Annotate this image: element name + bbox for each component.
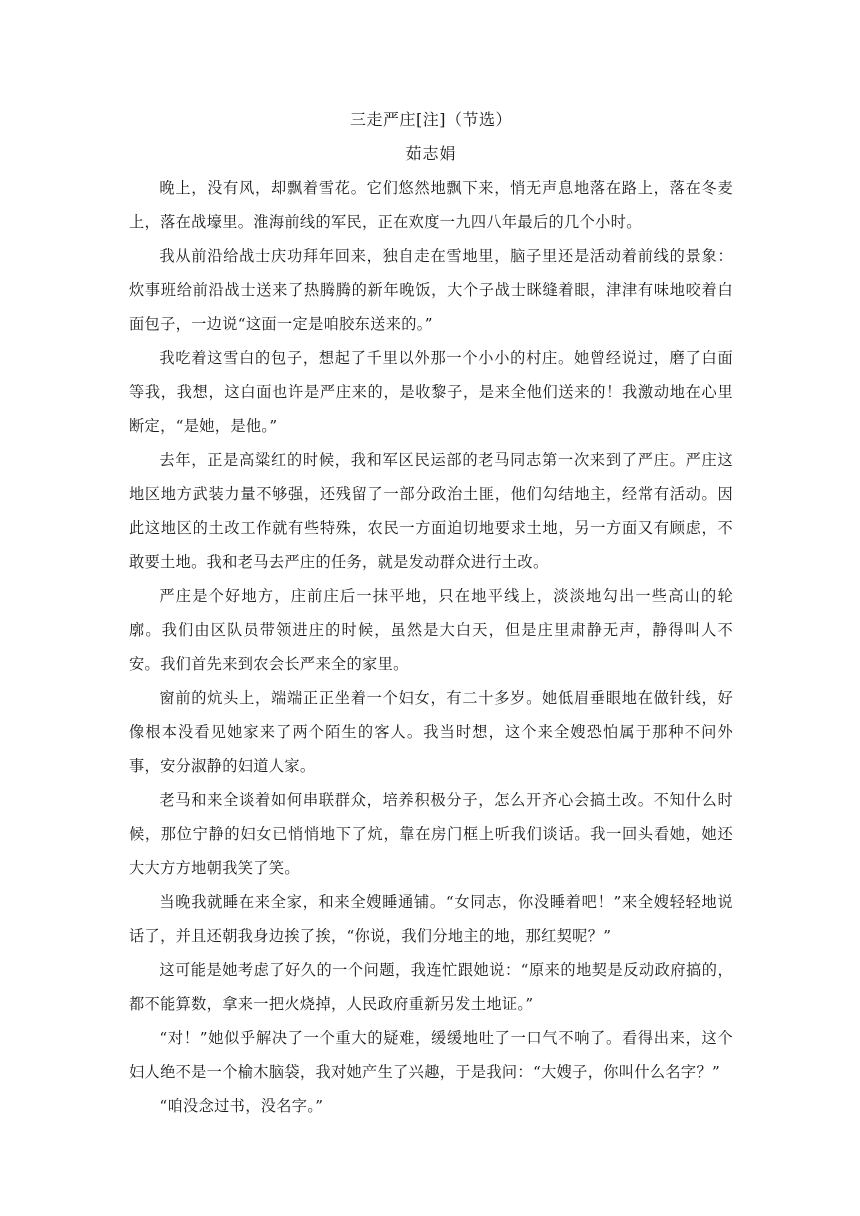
paragraph: 当晚我就睡在来全家，和来全嫂睡通铺。“女同志，你没睡着吧！”来全嫂轻轻地说话了，并且还朝我身边挨了挨，“你说，我们分地主的地，那红契呢？” [129, 893, 733, 945]
paragraph: 严庄是个好地方，庄前庄后一抹平地，只在地平线上，淡淡地勾出一些高山的轮廓。我们由区队员带领进庄的时候，虽然是大白天，但是庄里肃静无声，静得叫人不安。我们首先来到农会长严来全的家里。 [129, 587, 733, 673]
paragraph: 晚上，没有风，却飘着雪花。它们悠然地飘下来，悄无声息地落在路上，落在冬麦上，落在战壕里。淮海前线的军民，正在欢度一九四八年最后的几个小时。 [129, 179, 733, 231]
paragraph: 我吃着这雪白的包子，想起了千里以外那一个小小的村庄。她曾经说过，磨了白面等我，我想，这白面也许是严庄来的，是收黎子，是来全他们送来的！我激动地在心里断定，“是她，是他。” [129, 349, 733, 435]
document-author: 茹志娟 [405, 144, 457, 163]
document-body [129, 171, 733, 1123]
paragraph: 我从前沿给战士庆功拜年回来，独自走在雪地里，脑子里还是活动着前线的景象：炊事班给前沿战士送来了热腾腾的新年晚饭，大个子战士眯缝着眼，津津有味地咬着白面包子，一边说“这面一定是咱胶东送来的。” [129, 247, 733, 333]
document-page [129, 107, 733, 1123]
paragraph: 这可能是她考虑了好久的一个问题，我连忙跟她说：“原来的地契是反动政府搞的，都不能算数，拿来一把火烧掉，人民政府重新另发土地证。” [129, 961, 733, 1013]
paragraph: “对！”她似乎解决了一个重大的疑难，缓缓地吐了一口气不响了。看得出来，这个妇人绝不是一个榆木脑袋，我对她产生了兴趣，于是我问：“大嫂子，你叫什么名字？” [129, 1029, 733, 1081]
paragraph: 窗前的炕头上，端端正正坐着一个妇女，有二十多岁。她低眉垂眼地在做针线，好像根本没看见她家来了两个陌生的客人。我当时想，这个来全嫂恐怕属于那种不问外事，安分淑静的妇道人家。 [129, 689, 733, 775]
paragraph: “咱没念过书，没名字。” [159, 1097, 324, 1115]
document-title: 三走严庄[注]（节选） [350, 110, 512, 129]
paragraph: 老马和来全谈着如何串联群众，培养积极分子，怎么开齐心会搞土改。不知什么时候，那位宁静的妇女已悄悄地下了炕，靠在房门框上听我们谈话。我一回头看她，她还大大方方地朝我笑了笑。 [129, 791, 733, 877]
paragraph: 去年，正是高粱红的时候，我和军区民运部的老马同志第一次来到了严庄。严庄这地区地方武装力量不够强，还残留了一部分政治土匪，他们勾结地主，经常有活动。因此这地区的土改工作就有些特殊，农民一方面迫切地要求土地，另一方面又有顾虑，不敢要土地。我和老马去严庄的任务，就是发动群众进行土改。 [129, 451, 733, 571]
